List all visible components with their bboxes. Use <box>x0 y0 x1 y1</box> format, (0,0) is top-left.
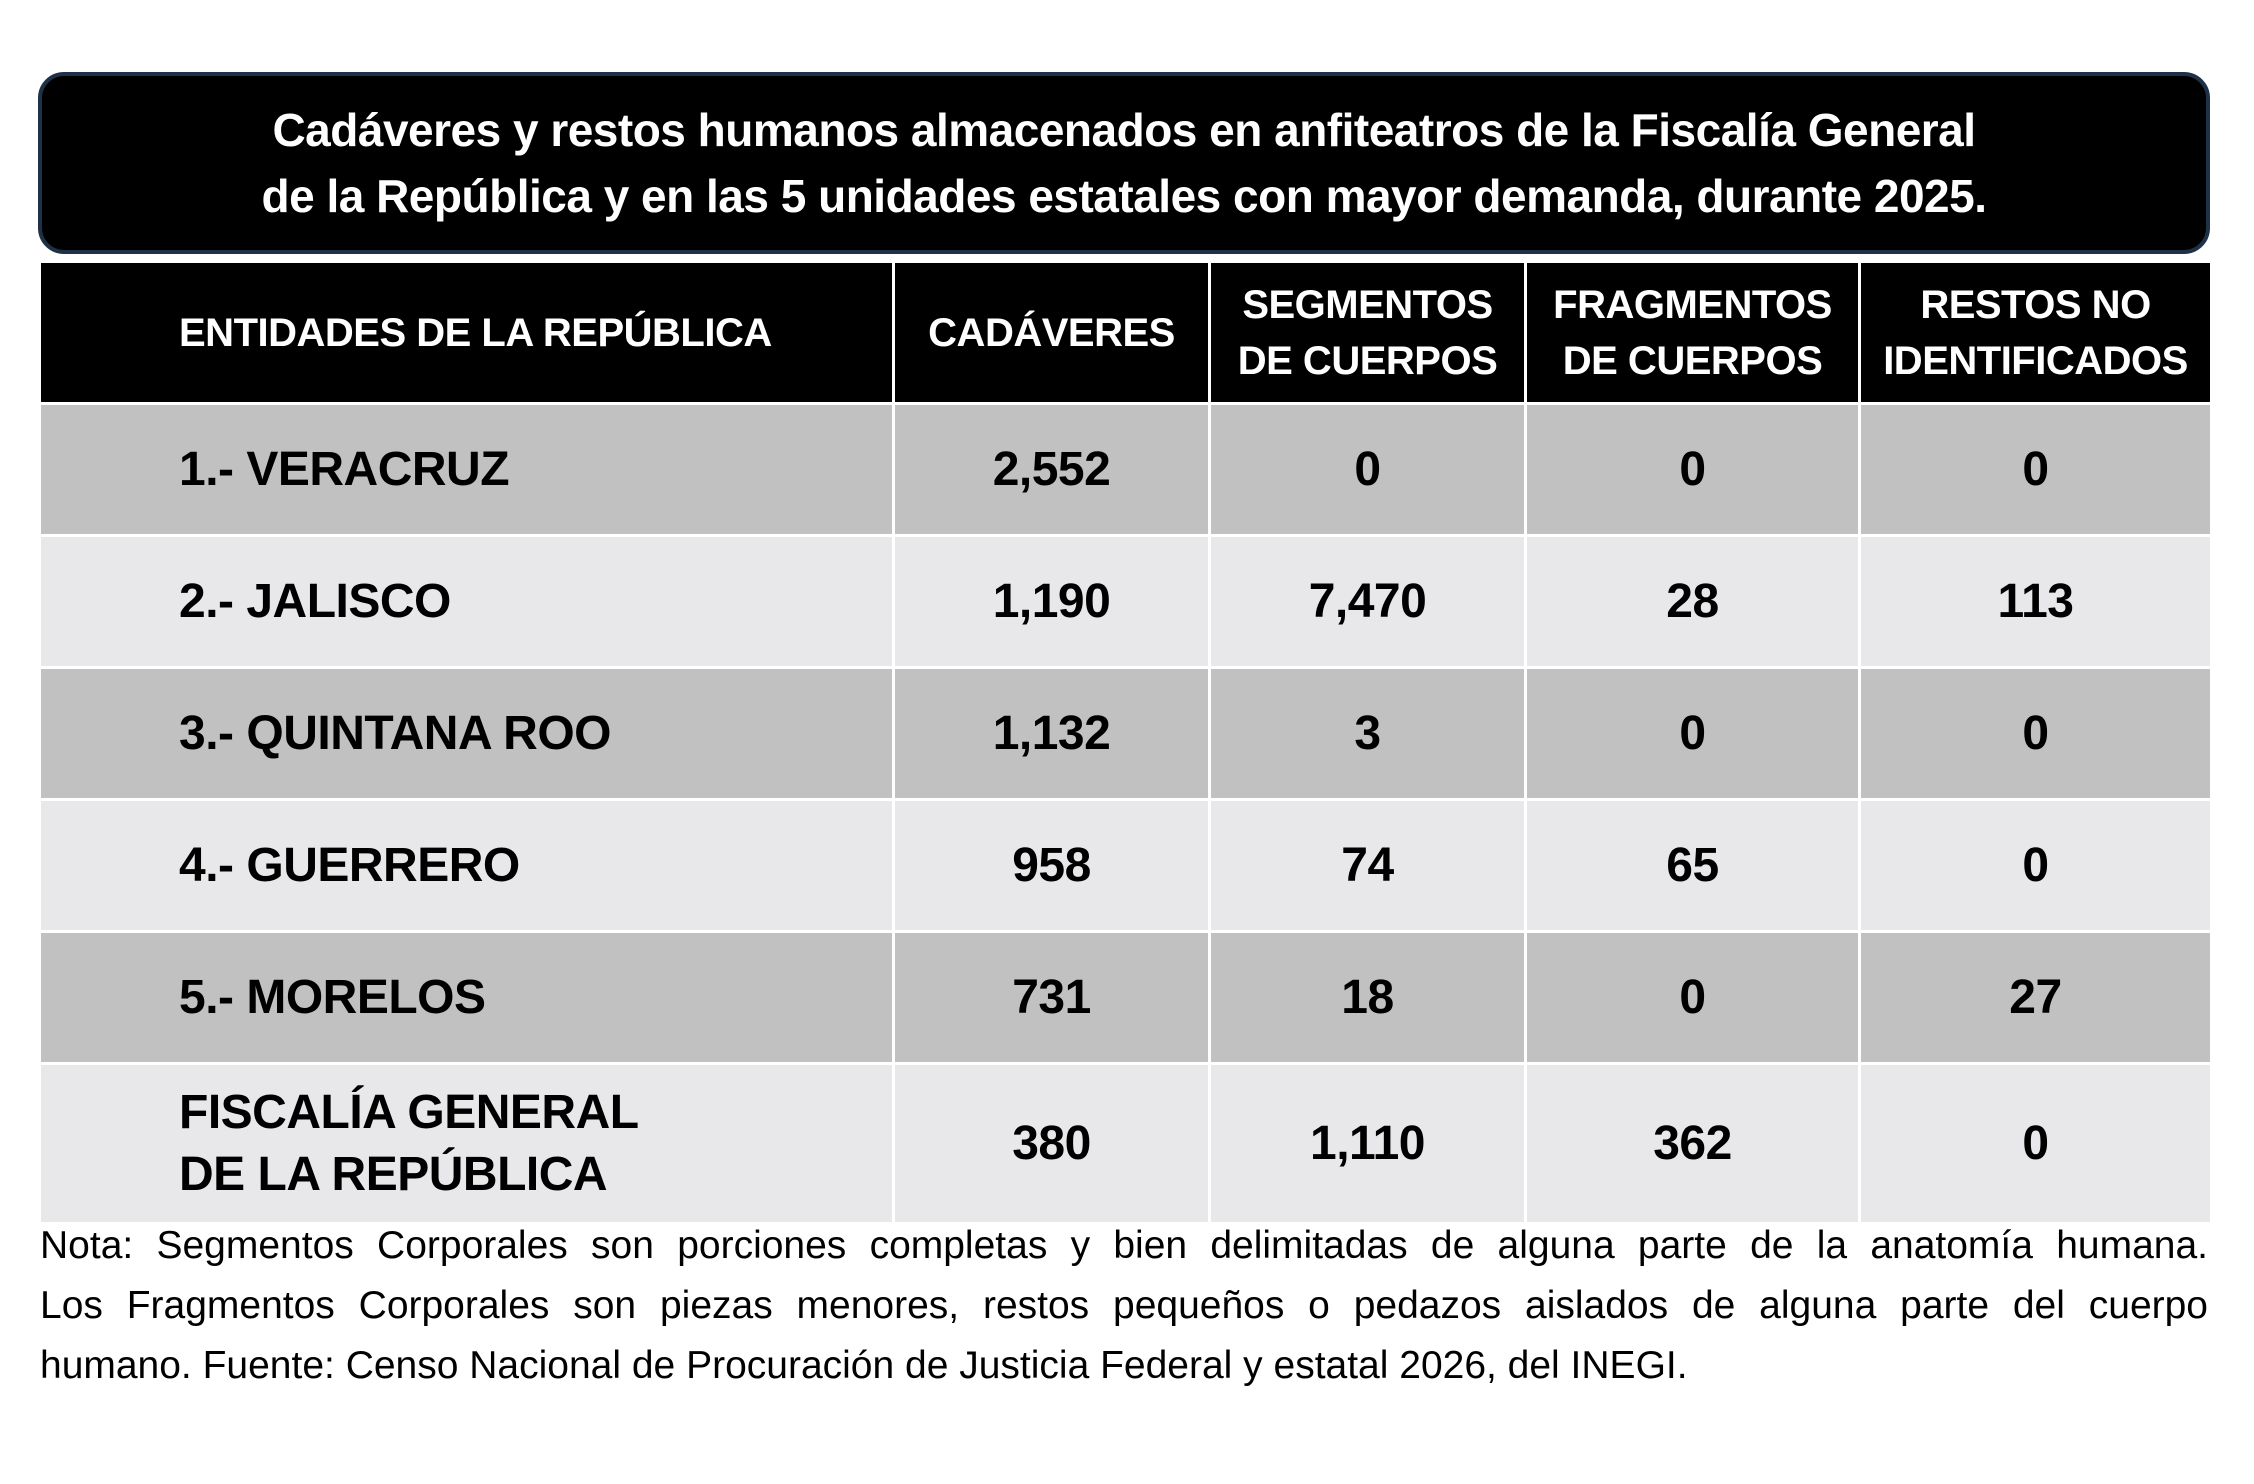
table-row <box>40 404 2212 536</box>
fragmentos-cell: 362 <box>1526 1064 1860 1224</box>
data-table <box>38 260 2213 1225</box>
cadaveres-cell: 380 <box>894 1064 1210 1224</box>
cadaveres-cell: 731 <box>894 932 1210 1064</box>
cadaveres-cell: 958 <box>894 800 1210 932</box>
entity-cell <box>40 1064 894 1224</box>
restos-cell: 113 <box>1860 536 2212 668</box>
segmentos-cell: 18 <box>1210 932 1526 1064</box>
cadaveres-cell: 1,190 <box>894 536 1210 668</box>
header-fragmentos: FRAGMENTOS DE CUERPOS <box>1526 262 1860 404</box>
segmentos-cell: 74 <box>1210 800 1526 932</box>
entity-cell: 3.- QUINTANA ROO <box>40 668 894 800</box>
segmentos-cell: 7,470 <box>1210 536 1526 668</box>
restos-cell: 27 <box>1860 932 2212 1064</box>
fragmentos-cell: 0 <box>1526 932 1860 1064</box>
entity-cell: 4.- GUERRERO <box>40 800 894 932</box>
header-entity: ENTIDADES DE LA REPÚBLICA <box>40 262 894 404</box>
restos-cell: 0 <box>1860 800 2212 932</box>
header-row <box>40 262 2212 404</box>
segmentos-cell: 0 <box>1210 404 1526 536</box>
title-line-1: Cadáveres y restos humanos almacenados en anfiteatros de la Fiscalía General <box>272 104 1976 156</box>
entity-cell: 2.- JALISCO <box>40 536 894 668</box>
footnote <box>40 1216 2208 1396</box>
table-row <box>40 800 2212 932</box>
entity-cell-line-1: FISCALÍA GENERAL <box>179 1085 639 1139</box>
entity-cell: 5.- MORELOS <box>40 932 894 1064</box>
restos-cell: 0 <box>1860 1064 2212 1224</box>
fragmentos-cell: 65 <box>1526 800 1860 932</box>
header-cadaveres: CADÁVERES <box>894 262 1210 404</box>
title-line-2: de la República y en las 5 unidades estatales con mayor demanda, durante 2025. <box>261 170 1987 222</box>
entity-cell: 1.- VERACRUZ <box>40 404 894 536</box>
segmentos-cell: 1,110 <box>1210 1064 1526 1224</box>
cadaveres-cell: 1,132 <box>894 668 1210 800</box>
restos-cell: 0 <box>1860 404 2212 536</box>
entity-cell-line-2: DE LA REPÚBLICA <box>179 1147 608 1201</box>
footnote-line-3: humano. Fuente: Censo Nacional de Procuración de Justicia Federal y estatal 2026, del INEGI. <box>40 1344 1688 1387</box>
table-row <box>40 536 2212 668</box>
cadaveres-cell: 2,552 <box>894 404 1210 536</box>
table-row <box>40 932 2212 1064</box>
fragmentos-cell: 0 <box>1526 668 1860 800</box>
segmentos-cell: 3 <box>1210 668 1526 800</box>
fragmentos-cell: 0 <box>1526 404 1860 536</box>
header-segmentos: SEGMENTOS DE CUERPOS <box>1210 262 1526 404</box>
table-title <box>38 72 2210 254</box>
table-row <box>40 1064 2212 1224</box>
footnote-line-1: Nota: Segmentos Corporales son porciones completas y bien delimitadas de alguna parte de la anatomía humana. <box>40 1224 2208 1267</box>
fragmentos-cell: 28 <box>1526 536 1860 668</box>
header-restos: RESTOS NO IDENTIFICADOS <box>1860 262 2212 404</box>
footnote-line-2: Los Fragmentos Corporales son piezas menores, restos pequeños o pedazos aislados de alguna parte del cuerpo <box>40 1284 2208 1327</box>
table-row <box>40 668 2212 800</box>
restos-cell: 0 <box>1860 668 2212 800</box>
